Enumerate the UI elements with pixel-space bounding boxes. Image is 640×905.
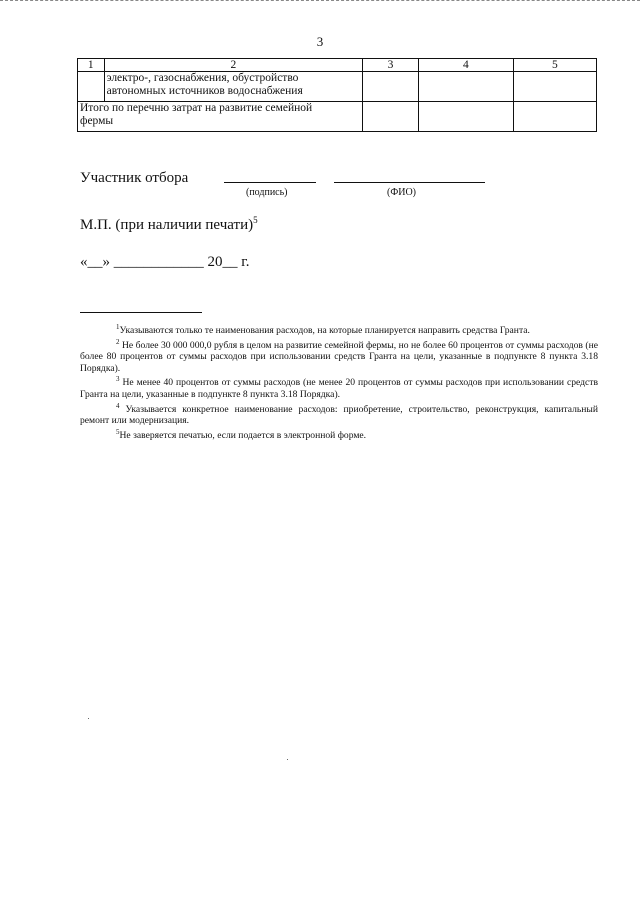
stamp-footnote-ref: 5 (253, 215, 258, 225)
table-row-total (78, 102, 597, 132)
footnote (80, 401, 598, 427)
footnote-text: Указываются только те наименования расходов, на которые планируется направить средства Гранта. (119, 325, 530, 337)
table-cell-value (363, 102, 419, 132)
table-header-row (78, 59, 597, 72)
table-cell-name-line: фермы (80, 115, 114, 127)
table-cell-value (513, 102, 596, 132)
footnote-separator (80, 312, 202, 313)
table-cell-value (418, 102, 513, 132)
footnote-ref: 3 (116, 375, 120, 384)
footnote (80, 322, 598, 337)
name-caption: (ФИО) (387, 187, 417, 198)
footnote-text: Указывается конкретное наименование расходов: приобретение, строительство, реконструкция, капитальный ремонт или модернизация. (80, 403, 598, 427)
footnote (80, 337, 598, 375)
footnote (80, 427, 598, 442)
footnotes (80, 322, 598, 441)
table-cell-num (78, 72, 105, 102)
signature-line (224, 182, 316, 183)
scan-top-edge (0, 0, 640, 1)
footnote-text: Не более 30 000 000,0 рубля в целом на развитие семейной фермы, но не более 60 процентов от суммы расходов (не более 80 процентов от суммы расходов при использовании средств Гранта на цели, указанные в подпункте 8 пункта 3.18 Порядка). (80, 339, 598, 374)
table-cell-name-line: автономных источников водоснабжения (106, 85, 303, 97)
cost-table (77, 58, 597, 132)
scan-speck (287, 759, 288, 760)
footnote-ref: 1 (116, 323, 120, 331)
footnote (80, 374, 598, 400)
stamp-label-text: М.П. (при наличии печати) (80, 217, 254, 233)
table-header-cell: 2 (104, 59, 363, 72)
table-row (78, 72, 597, 102)
table-cell-total-name (78, 102, 363, 132)
table-header-cell: 4 (418, 59, 513, 72)
table-cell-name-line: Итого по перечню затрат на развитие семейной (80, 102, 313, 114)
table-cell-name (104, 72, 363, 102)
table-cell-name-line: электро-, газоснабжения, обустройство (106, 72, 299, 84)
participant-label: Участник отбора (80, 170, 189, 186)
scan-speck (88, 718, 89, 719)
table-cell-value (513, 72, 596, 102)
table-cell-value (418, 72, 513, 102)
table-cell-value (363, 72, 419, 102)
footnote-text: Не заверяется печатью, если подается в электронной форме. (119, 429, 367, 441)
footnote-text: Не менее 40 процентов от суммы расходов (не менее 20 процентов от суммы расходов при использовании средств Гранта на цели, указанные в подпункте 8 пункта 3.18 Порядка). (80, 377, 598, 401)
date-line: «__» ____________ 20__ г. (80, 254, 250, 270)
table-header-cell: 1 (78, 59, 105, 72)
table-header-cell: 3 (363, 59, 419, 72)
name-line (334, 182, 485, 183)
footnote-ref: 2 (116, 337, 120, 346)
footnote-ref: 4 (116, 401, 120, 410)
table-header-cell: 5 (513, 59, 596, 72)
page-number: 3 (316, 34, 324, 49)
stamp-label (80, 215, 258, 234)
signature-caption: (подпись) (246, 187, 288, 198)
footnote-ref: 5 (116, 427, 120, 436)
